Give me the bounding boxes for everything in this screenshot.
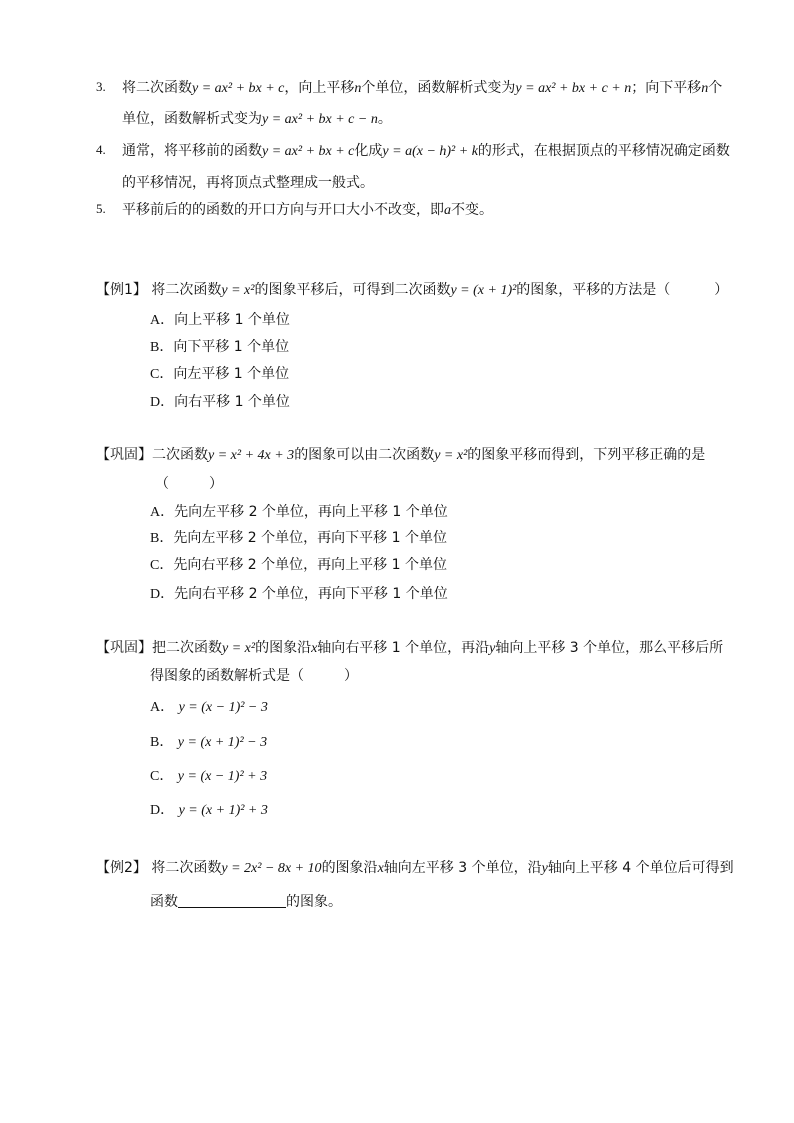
text: 得图象的函数解析式是（ — [150, 668, 304, 684]
question-tag: 【巩固】 — [96, 640, 152, 656]
option-a[interactable] — [150, 310, 290, 330]
option-letter: B． — [150, 531, 174, 546]
formula: y = ax² + bx + c + n — [515, 81, 632, 96]
option-b[interactable] — [150, 528, 447, 548]
text: 轴向右平移 1 个单位，再沿 — [317, 640, 490, 656]
formula: y = ax² + bx + c — [192, 81, 285, 96]
text: 将二次函数 — [122, 80, 192, 96]
option-formula: y = (x + 1)² + 3 — [178, 803, 268, 818]
option-a[interactable] — [150, 697, 268, 717]
variable: y — [489, 641, 496, 656]
text: 的形式，在根据顶点的平移情况确定函数 — [477, 143, 730, 159]
option-b[interactable] — [150, 337, 289, 357]
option-formula: y = (x + 1)² − 3 — [177, 735, 268, 750]
variable: x — [377, 861, 384, 876]
text: 的图象。 — [286, 894, 342, 910]
text: 的图象平移而得到，下列平移正确的是 — [467, 447, 706, 463]
text: 化成 — [354, 143, 383, 159]
option-a[interactable] — [150, 502, 448, 522]
formula: y = x² — [434, 448, 468, 463]
consolidation-1-question — [96, 445, 705, 465]
text: 个单位，函数解析式变为 — [361, 80, 516, 96]
text: 将二次函数 — [151, 282, 222, 298]
consolidation-2-line-2 — [150, 666, 358, 686]
text: ；向下平移 — [631, 80, 702, 96]
option-text: 先向右平移 2 个单位，再向下平移 1 个单位 — [174, 586, 448, 602]
note-3-line-1 — [122, 78, 722, 98]
text: 通常，将平移前的函数 — [122, 143, 262, 159]
option-text: 向上平移 1 个单位 — [174, 312, 290, 328]
variable: y — [541, 861, 548, 876]
option-text: 先向左平移 2 个单位，再向上平移 1 个单位 — [174, 504, 448, 520]
note-number: 5. — [96, 201, 106, 216]
text: 。 — [377, 111, 392, 127]
option-letter: A． — [150, 700, 175, 715]
option-letter: C． — [150, 367, 174, 382]
text: 的图象可以由二次函数 — [294, 447, 435, 463]
variable: n — [354, 81, 362, 96]
option-text: 向右平移 1 个单位 — [174, 394, 290, 410]
option-text: 先向右平移 2 个单位，再向上平移 1 个单位 — [173, 557, 447, 573]
question-tag: 【例1】 — [96, 282, 147, 298]
option-letter: C． — [150, 769, 174, 784]
formula: y = x² — [222, 641, 256, 656]
text: 轴向上平移 4 个单位后可得到 — [547, 860, 734, 876]
formula: y = (x + 1)² — [450, 283, 517, 298]
option-d[interactable] — [150, 392, 290, 412]
option-text: 向左平移 1 个单位 — [173, 366, 290, 382]
formula: y = a(x − h)² + k — [382, 144, 478, 159]
answer-paren — [155, 474, 223, 494]
option-formula: y = (x − 1)² + 3 — [177, 769, 268, 784]
option-letter: D． — [150, 587, 175, 602]
option-d[interactable] — [150, 800, 268, 820]
answer-blank[interactable] — [178, 893, 286, 908]
text: ，向上平移 — [284, 80, 355, 96]
example-1-question — [96, 280, 728, 300]
note-5-line-1 — [122, 200, 493, 220]
note-number: 4. — [96, 142, 106, 157]
question-tag: 【例2】 — [96, 860, 147, 876]
option-letter: A． — [150, 505, 175, 520]
option-c[interactable] — [150, 364, 289, 384]
variable: x — [311, 641, 318, 656]
option-text: 先向左平移 2 个单位，再向下平移 1 个单位 — [173, 530, 447, 546]
text: ） — [209, 476, 223, 492]
consolidation-2-question — [96, 638, 723, 658]
text: ） — [714, 282, 729, 298]
note-4-line-2: 的平移情况，再将顶点式整理成一般式。 — [122, 175, 374, 191]
option-formula: y = (x − 1)² − 3 — [178, 700, 268, 715]
text: 的图象，平移的方法是（ — [516, 282, 671, 298]
text: 单位，函数解析式变为 — [122, 111, 262, 127]
text: 把二次函数 — [152, 640, 222, 656]
text: ） — [344, 668, 358, 684]
text: 个 — [708, 80, 723, 96]
formula: y = x² + 4x + 3 — [208, 448, 295, 463]
text: 的图象平移后，可得到二次函数 — [254, 282, 451, 298]
variable: n — [701, 81, 709, 96]
variable: a — [444, 203, 451, 218]
text: 平移前后的的函数的开口方向与开口大小不改变，即 — [122, 202, 444, 218]
note-number: 3. — [96, 79, 106, 94]
text: 不变。 — [451, 202, 493, 218]
option-letter: D． — [150, 803, 175, 818]
option-c[interactable] — [150, 555, 447, 575]
option-text: 向下平移 1 个单位 — [173, 339, 290, 355]
question-tag: 【巩固】 — [96, 447, 152, 463]
option-letter: C． — [150, 558, 174, 573]
example-2-line-2 — [150, 892, 342, 912]
option-letter: B． — [150, 735, 174, 750]
text: （ — [155, 476, 169, 492]
text: 轴向上平移 3 个单位，那么平移后所 — [495, 640, 724, 656]
formula: y = 2x² − 8x + 10 — [221, 861, 322, 876]
text: 函数 — [150, 894, 178, 910]
option-c[interactable] — [150, 766, 267, 786]
option-b[interactable] — [150, 732, 267, 752]
text: 轴向左平移 3 个单位，沿 — [383, 860, 542, 876]
formula: y = x² — [221, 283, 255, 298]
option-letter: A． — [150, 313, 175, 328]
text: 的图象沿 — [321, 860, 378, 876]
option-letter: D． — [150, 395, 175, 410]
formula: y = ax² + bx + c — [262, 144, 355, 159]
option-d[interactable] — [150, 584, 448, 604]
note-4-line-1 — [122, 141, 730, 161]
text: 将二次函数 — [151, 860, 222, 876]
option-letter: B． — [150, 340, 174, 355]
formula: y = ax² + bx + c − n — [262, 112, 378, 127]
text: 的图象沿 — [255, 640, 312, 656]
text: 二次函数 — [152, 447, 208, 463]
example-2-question — [96, 858, 734, 878]
note-3-line-2 — [122, 109, 392, 129]
